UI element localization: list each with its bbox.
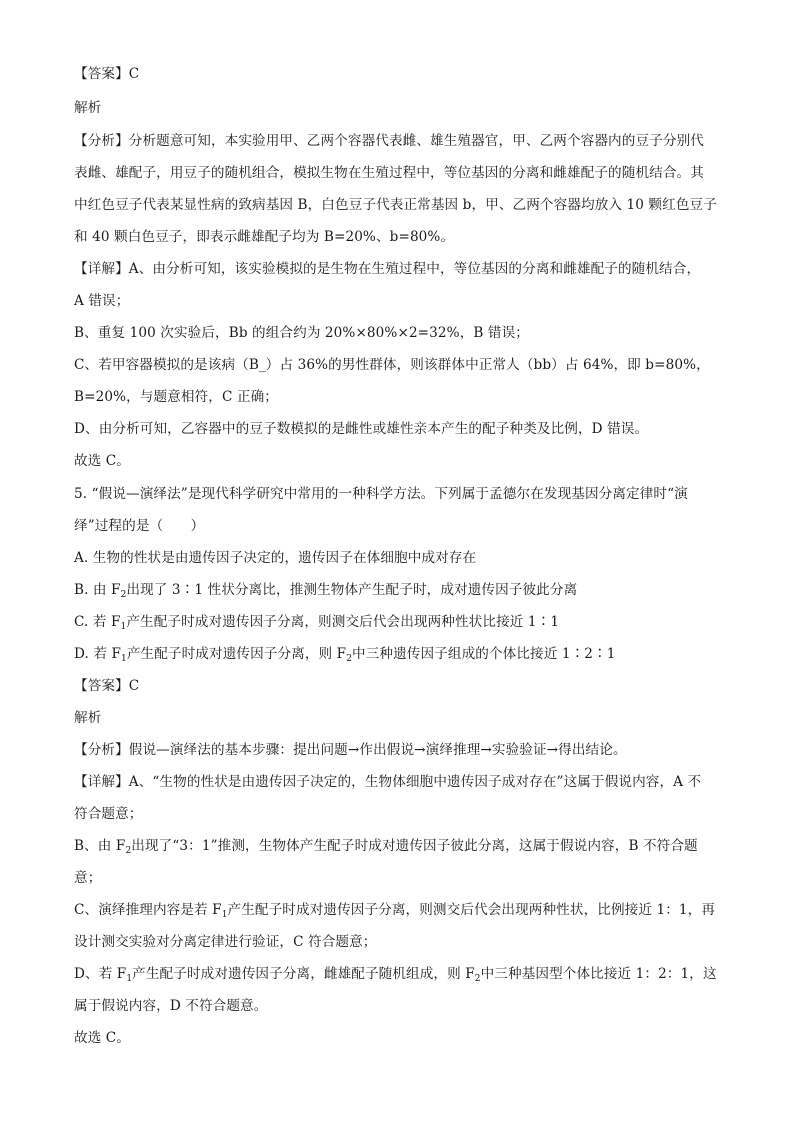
xiangjie-text: A、由分析可知，该实验模拟的是生物在生殖过程中，等位基因的分离和雌雄配子的随机结合，	[128, 261, 701, 277]
subscript: 2	[125, 846, 132, 856]
xiangjie-tag: 【详解】	[74, 261, 129, 277]
q5-option-d	[74, 644, 724, 664]
q5-conclusion: 故选 C。	[74, 1030, 131, 1046]
answer-value: C	[128, 678, 140, 694]
fenxi-tag: 【分析】	[74, 133, 129, 149]
q5-xiangjie-d-line-1	[74, 964, 724, 984]
option-text: D. 若 F	[74, 646, 122, 662]
xiangjie-text: 产生配子时成对遗传因子分离，雌雄配子随机组成，则 F	[132, 966, 475, 982]
q4-fenxi-line-1	[74, 131, 724, 151]
subscript: 2	[474, 974, 481, 984]
answer-value: C	[128, 66, 140, 82]
xiangjie-text: C、演绎推理内容是若 F	[74, 902, 222, 918]
analysis-header: 解析	[74, 100, 102, 116]
answer-tag: 【答案】	[74, 678, 129, 694]
xiangjie-text: A、“生物的性状是由遗传因子决定的，生物体细胞中遗传因子成对存在”这属于假说内容，A 不	[128, 774, 702, 790]
q5-xiangjie-a-line-1	[74, 772, 724, 792]
subscript: 1	[120, 622, 127, 632]
q5-answer-line	[74, 676, 724, 696]
option-text: 产生配子时成对遗传因子分离，则测交后代会出现两种性状比接近 1∶1	[126, 614, 560, 630]
q4-xiangjie-c-line-2: B=20%，与题意相符，C 正确；	[74, 389, 278, 405]
subscript: 2	[120, 590, 127, 600]
fenxi-text: 假说—演绎法的基本步骤：提出问题→作出假说→演绎推理→实验验证→得出结论。	[128, 742, 627, 758]
subscript: 2	[346, 654, 353, 664]
xiangjie-tag: 【详解】	[74, 774, 129, 790]
q5-stem-line-1: 5. “假说—演绎法”是现代科学研究中常用的一种科学方法。下列属于孟德尔在发现基因分离定律时“演	[74, 486, 688, 502]
q5-stem-line-2: 绎”过程的是（ ）	[74, 518, 205, 534]
q5-option-b	[74, 580, 724, 600]
option-text: 出现了 3∶1 性状分离比，推测生物体产生配子时，成对遗传因子彼此分离	[126, 582, 578, 598]
xiangjie-text: 产生配子时成对遗传因子分离，则测交后代会出现两种性状，比例接近 1：1，再	[227, 902, 716, 918]
q5-fenxi-line	[74, 740, 724, 760]
q5-xiangjie-b-line-2: 意；	[74, 870, 102, 886]
q4-fenxi-line-2: 表雌、雄配子，用豆子的随机组合，模拟生物在生殖过程中，等位基因的分离和雌雄配子的随机结合。其	[74, 165, 704, 181]
q4-xiangjie-a-line-1	[74, 259, 724, 279]
q4-fenxi-line-3: 中红色豆子代表某显性病的致病基因 B，白色豆子代表正常基因 b，甲、乙两个容器均放入 10 颗红色豆子	[74, 197, 717, 213]
xiangjie-text: B、由 F	[74, 838, 126, 854]
q5-xiangjie-c-line-2: 设计测交实验对分离定律进行验证，C 符合题意；	[74, 934, 377, 950]
q4-xiangjie-c-line-1: C、若甲容器模拟的是该病（B_）占 36%的男性群体，则该群体中正常人（bb）占 64%，即 b=80%，	[74, 357, 710, 373]
q5-xiangjie-d-line-2: 属于假说内容，D 不符合题意。	[74, 998, 268, 1014]
subscript: 1	[121, 654, 127, 664]
xiangjie-text: 中三种基因型个体比接近 1：2：1，这	[480, 966, 717, 982]
q4-xiangjie-d-line: D、由分析可知，乙容器中的豆子数模拟的是雌性或雄性亲本产生的配子种类及比例，D 错误。	[74, 421, 649, 437]
q5-xiangjie-c-line-1	[74, 900, 724, 920]
option-text: 产生配子时成对遗传因子分离，则 F	[126, 646, 347, 662]
subscript: 1	[126, 974, 133, 984]
q4-xiangjie-b-line: B、重复 100 次实验后，Bb 的组合约为 20%×80%×2=32%，B 错误；	[74, 325, 529, 341]
q5-option-a: A. 生物的性状是由遗传因子决定的，遗传因子在体细胞中成对存在	[74, 550, 477, 566]
answer-tag: 【答案】	[74, 66, 129, 82]
q4-xiangjie-a-line-2: A 错误；	[74, 293, 130, 309]
subscript: 1	[221, 910, 228, 920]
q5-analysis-header	[74, 708, 724, 728]
fenxi-text: 分析题意可知，本实验用甲、乙两个容器代表雌、雄生殖器官，甲、乙两个容器内的豆子分别代	[128, 133, 704, 149]
q4-fenxi-line-4: 和 40 颗白色豆子，即表示雌雄配子均为 B=20%、b=80%。	[74, 229, 455, 245]
option-text: B. 由 F	[74, 582, 121, 598]
xiangjie-text: 出现了“3：1”推测，生物体产生配子时成对遗传因子彼此分离，这属于假说内容，B 不符合题	[131, 838, 698, 854]
q5-xiangjie-a-line-2: 符合题意；	[74, 806, 143, 822]
option-text: 中三种遗传因子组成的个体比接近 1∶2∶1	[352, 646, 616, 662]
q5-xiangjie-b-line-1	[74, 836, 724, 856]
q5-option-c	[74, 612, 724, 632]
q4-answer-line	[74, 64, 724, 84]
fenxi-tag: 【分析】	[74, 742, 129, 758]
option-text: C. 若 F	[74, 614, 121, 630]
q4-conclusion: 故选 C。	[74, 453, 131, 469]
analysis-header: 解析	[74, 710, 102, 726]
xiangjie-text: D、若 F	[74, 966, 127, 982]
q4-analysis-header	[74, 98, 724, 118]
